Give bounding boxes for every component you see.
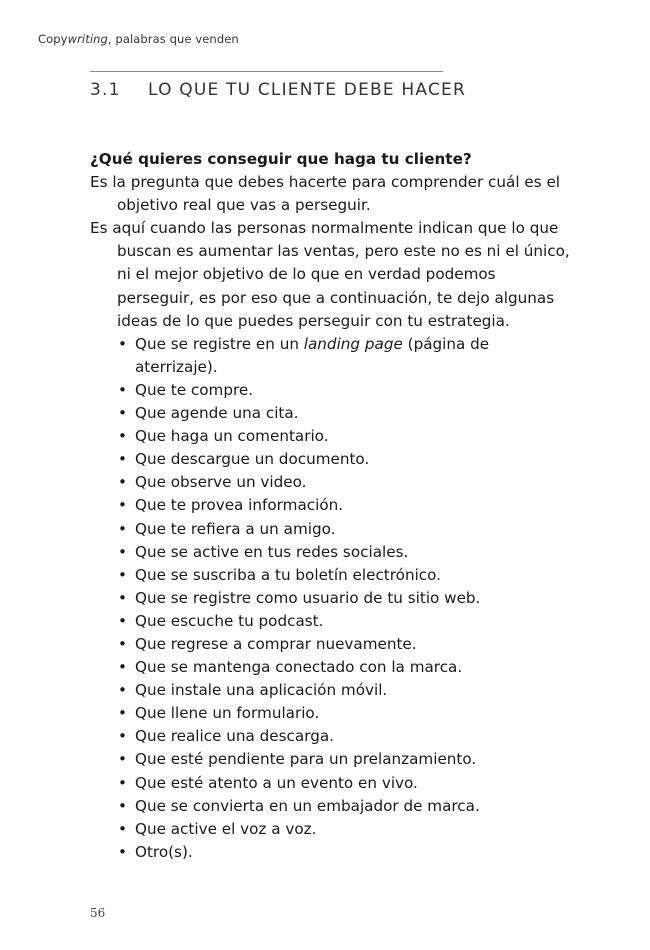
bullet-icon: • — [118, 542, 127, 561]
section-title: LO QUE TU CLIENTE DEBE HACER — [148, 80, 466, 100]
list-item-text: Que esté atento a un evento en vivo. — [135, 773, 418, 792]
list-item-text: Que se registre como usuario de tu sitio web. — [135, 588, 481, 607]
bullet-icon: • — [118, 450, 127, 469]
page-content — [90, 148, 570, 864]
list-item — [116, 379, 570, 402]
goals-list — [90, 333, 570, 864]
list-item — [116, 656, 570, 679]
bullet-icon: • — [118, 404, 127, 423]
list-item-text: Que instale una aplicación móvil. — [135, 681, 388, 700]
list-item — [116, 518, 570, 541]
bullet-icon: • — [118, 796, 127, 815]
bullet-icon: • — [118, 565, 127, 584]
list-item-text: Que haga un comentario. — [135, 427, 329, 446]
list-item — [116, 333, 570, 379]
question-heading: ¿Qué quieres conseguir que haga tu cliente? — [90, 150, 472, 168]
list-item — [116, 702, 570, 725]
list-item — [116, 841, 570, 864]
bullet-icon: • — [118, 611, 127, 630]
list-item-text: Que te provea información. — [135, 496, 344, 515]
running-header-text-rest: , palabras que venden — [107, 32, 239, 46]
list-item — [116, 679, 570, 702]
list-item-text: Que se registre en un — [135, 334, 304, 353]
list-item-text: Que te compre. — [135, 380, 254, 399]
bullet-icon: • — [118, 473, 127, 492]
bullet-icon: • — [118, 704, 127, 723]
list-item — [116, 748, 570, 771]
list-item — [116, 587, 570, 610]
list-item — [116, 541, 570, 564]
bullet-icon: • — [118, 588, 127, 607]
bullet-icon: • — [118, 727, 127, 746]
list-item-text: Que active el voz a voz. — [135, 819, 317, 838]
list-item-text: Que observe un video. — [135, 473, 307, 492]
bullet-icon: • — [118, 634, 127, 653]
list-item — [116, 610, 570, 633]
list-item — [116, 795, 570, 818]
list-item — [116, 725, 570, 748]
section-heading — [90, 80, 466, 100]
bullet-icon: • — [118, 681, 127, 700]
list-item-text: Que descargue un documento. — [135, 450, 370, 469]
list-item — [116, 494, 570, 517]
bullet-icon: • — [118, 819, 127, 838]
bullet-icon: • — [118, 519, 127, 538]
list-item-text: Que agende una cita. — [135, 404, 299, 423]
bullet-icon: • — [118, 842, 127, 861]
list-item — [116, 818, 570, 841]
section-divider — [90, 71, 443, 72]
paragraph-2: Es aquí cuando las personas normalmente indican que lo que buscan es aumentar las ventas, pero este no es ni el único, ni el mejor objetivo de lo que en verdad podemos perseguir, es por eso que a continuación, te dejo algunas ideas de lo que puedes perseguir con tu estrategia. — [90, 219, 570, 330]
list-item-text: Que se suscriba a tu boletín electrónico. — [135, 565, 442, 584]
list-item-italic: landing page — [303, 334, 403, 353]
list-item-text: Que regrese a comprar nuevamente. — [135, 634, 417, 653]
list-item-text: Que se mantenga conectado con la marca. — [135, 658, 463, 677]
list-item-text: Que llene un formulario. — [135, 704, 320, 723]
bullet-icon: • — [118, 334, 127, 353]
list-item — [116, 564, 570, 587]
bullet-icon: • — [118, 750, 127, 769]
list-item-text: Que se active en tus redes sociales. — [135, 542, 409, 561]
bullet-icon: • — [118, 380, 127, 399]
page-number: 56 — [90, 906, 106, 920]
section-number: 3.1 — [90, 80, 121, 100]
bullet-icon: • — [118, 658, 127, 677]
list-item-text: Que escuche tu podcast. — [135, 611, 324, 630]
running-header-italic: writing — [67, 32, 108, 46]
running-header — [38, 32, 239, 46]
list-item — [116, 471, 570, 494]
bullet-icon: • — [118, 496, 127, 515]
list-item — [116, 448, 570, 471]
bullet-icon: • — [118, 427, 127, 446]
list-item — [116, 633, 570, 656]
list-item — [116, 402, 570, 425]
paragraph-1: Es la pregunta que debes hacerte para comprender cuál es el objetivo real que vas a perseguir. — [90, 173, 561, 215]
list-item-text: Que te refiera a un amigo. — [135, 519, 336, 538]
list-item-text: Que esté pendiente para un prelanzamiento. — [135, 750, 477, 769]
list-item — [116, 425, 570, 448]
list-item-text: Otro(s). — [135, 842, 193, 861]
running-header-text: Copy — [38, 32, 68, 46]
list-item-text: Que se convierta en un embajador de marca. — [135, 796, 480, 815]
bullet-icon: • — [118, 773, 127, 792]
list-item — [116, 772, 570, 795]
list-item-text-rest: (página de aterrizaje). — [135, 334, 490, 376]
list-item-text: Que realice una descarga. — [135, 727, 334, 746]
